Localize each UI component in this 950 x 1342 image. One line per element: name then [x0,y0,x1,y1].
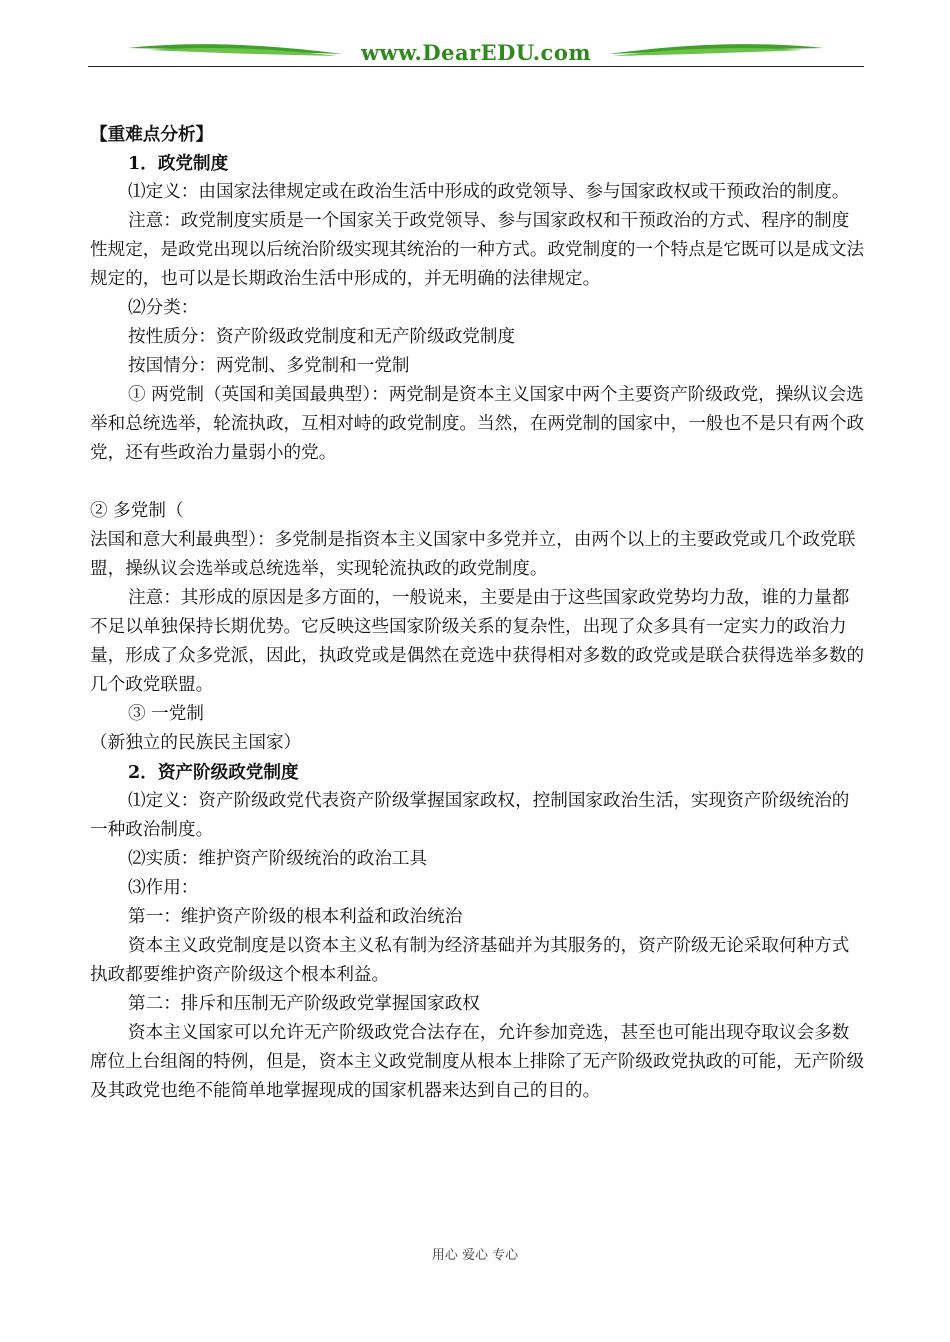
paragraph: 注意：其形成的原因是多方面的，一般说来，主要是由于这些国家政党势均力敌，谁的力量都不足以单独保持长期优势。它反映这些国家阶级关系的复杂性，出现了众多具有一定实力的政治力量，形成了众多党派，因此，执政党或是偶然在竞选中获得相对多数的政党或是联合获得选举多数的几个政党联盟。 [90,588,865,695]
site-logo-text[interactable]: www.DearEDU.com [360,40,592,65]
paragraph: ⑵实质：维护资产阶级统治的政治工具 [128,849,428,869]
paragraph: ⑵分类： [128,298,199,318]
heading-party-system: 1．政党制度 [128,153,229,174]
paragraph: ① 两党制（英国和美国最典型）：两党制是资本主义国家中两个主要资产阶级政党，操纵议会选举和总统选举，轮流执政，互相对峙的政党制度。当然，在两党制的国家中，一般也不是只有两个政党，还有些政治力量弱小的党。 [90,385,865,463]
document-body [90,120,866,1106]
paragraph: 第二：排斥和压制无产阶级政党掌握国家政权 [128,994,480,1014]
heading-bourgeois-party-system: 2．资产阶级政党制度 [128,762,299,783]
paragraph: 按性质分：资产阶级政党制度和无产阶级政党制度 [128,327,516,347]
paragraph: ⑴定义：资产阶级政党代表资产阶级掌握国家政权，控制国家政治生活，实现资产阶级统治的一种政治制度。 [90,791,850,840]
paragraph: 法国和意大利最典型）：多党制是指资本主义国家中多党并立，由两个以上的主要政党或几个政党联盟，操纵议会选举或总统选举，实现轮流执政的政党制度。 [90,530,856,579]
paragraph: ② 多党制（ [90,501,184,521]
paragraph: ⑶作用： [128,878,199,898]
header-divider [88,66,864,67]
page-footer: 用心 爱心 专心 [431,1248,519,1263]
paragraph: 资本主义政党制度是以资本主义私有制为经济基础并为其服务的，资产阶级无论采取何种方式执政都要维护资产阶级这个根本利益。 [90,936,850,985]
section-title: 【重难点分析】 [90,124,214,145]
paragraph: ③ 一党制 [128,704,204,724]
paragraph: ⑴定义：由国家法律规定或在政治生活中形成的政党领导、参与国家政权或干预政治的制度。 [128,182,850,202]
paragraph: 按国情分：两党制、多党制和一党制 [128,356,410,376]
paragraph: 注意：政党制度实质是一个国家关于政党领导、参与国家政权和干预政治的方式、程序的制度性规定，是政党出现以后统治阶级实现其统治的一种方式。政党制度的一个特点是它既可以是成文法规定的，也可以是长期政治生活中形成的，并无明确的法律规定。 [90,211,865,289]
paragraph: （新独立的民族民主国家） [90,733,302,753]
blank-line [90,468,866,497]
site-header [88,36,864,70]
paragraph: 资本主义国家可以允许无产阶级政党合法存在，允许参加竞选，甚至也可能出现夺取议会多数席位上台组阁的特例，但是，资本主义政党制度从根本上排除了无产阶级政党执政的可能，无产阶级及其政党也绝不能简单地掌握现成的国家机器来达到自己的目的。 [90,1023,865,1101]
paragraph: 第一：维护资产阶级的根本利益和政治统治 [128,907,463,927]
